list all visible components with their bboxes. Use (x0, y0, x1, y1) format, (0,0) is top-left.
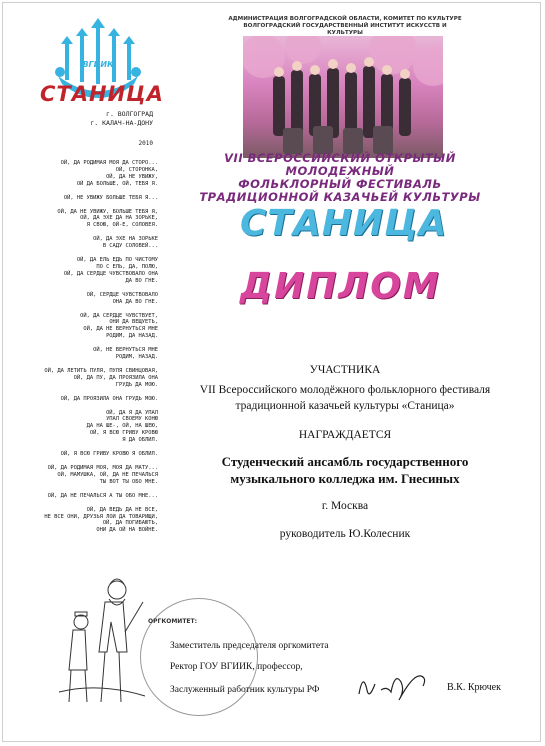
organizer-line: ВОЛГОГРАДСКИЙ ГОСУДАРСТВЕННЫЙ ИНСТИТУТ ИСКУССТВ И КУЛЬТУРЫ (243, 23, 447, 36)
lyrics-line: УПАЛ СВОЕМУ КОНЮ (106, 416, 158, 423)
official-stamp (140, 598, 258, 716)
lyrics-line: ОЙ, ДА РОДИМАЯ МОЯ ДА СТОРО... (60, 160, 158, 166)
leader-name: руководитель Ю.Колесник (279, 528, 411, 540)
lyrics-line: ОЙ, ДА ЭХЕ ДА НА ЗОРЬКЕ, (80, 215, 158, 222)
lyrics-line: ОЙ, Я ВСЮ ГРИВУ КРОВЮ (89, 430, 158, 437)
festival-title-line: VII ВСЕРОССИЙСКИЙ ОТКРЫТЫЙ МОЛОДЕЖНЫЙ (224, 151, 456, 178)
lyrics-stanza (18, 507, 158, 535)
lyrics-line: НЕ ВСЕ ОНИ, ДРУЗЬЯ ЛОИ ДА ТОВАРИЩИ, (44, 513, 158, 520)
organizer-header (225, 16, 465, 37)
handwritten-signature (355, 660, 435, 710)
signatory-title-line: Заслуженный работник культуры РФ (170, 685, 320, 695)
lyrics-line: ОЙ, ДА ПУ, ДА ПРОЯЗИЛА ОНА (73, 374, 158, 381)
lyrics-stanza (18, 292, 158, 306)
festival-full-name-line: VII Всероссийского молодёжного фольклорного фестиваля (199, 384, 491, 396)
lyrics-line: РОДИМ, НАЗАД. (115, 354, 158, 361)
lyrics-line: ОЙ, ДА НЕ ПЕЧАЛЬСЯ А ТЫ ОБО МНЕ... (47, 492, 158, 499)
lyrics-line: ДА НА ШЕ-, ОЙ, НА ШЕЮ, (86, 423, 158, 430)
lyrics-line: ОЙ, СЕРДЦЕ ЧУВСТВОВАЛО (86, 291, 158, 298)
festival-full-name-line: традиционной казачьей культуры «Станица» (235, 400, 455, 412)
organizer-line: АДМИНИСТРАЦИЯ ВОЛГОГРАДСКОЙ ОБЛАСТИ, КОМИТЕТ ПО КУЛЬТУРЕ (228, 16, 462, 22)
lyrics-stanza (18, 195, 158, 202)
lyrics-stanza (18, 313, 158, 341)
lyrics-line: ТЫ ВОТ ТЫ ОБО МНЕ. (99, 478, 158, 485)
lyrics-line: ДА ВО ГНЕ. (125, 277, 158, 284)
lyrics-line: ОНИ ДА ОЙ НА ВОЙНЕ. (96, 527, 158, 534)
signatory-title-line: Ректор ГОУ ВГИИК, профессор, (170, 662, 303, 672)
lyrics-stanza (18, 493, 158, 500)
ensemble-photo (243, 36, 443, 158)
recipient-line: музыкального колледжа им. Гнесиных (230, 471, 460, 486)
lyrics-stanza (18, 257, 158, 285)
lyrics-stanza (18, 465, 158, 486)
lyrics-line: ОЙ, МАМУШКА, ОЙ, ДА НЕ ПЕЧАЛЬСЯ (57, 471, 158, 478)
cossack-sketch (55, 572, 150, 712)
festival-title-line: ФОЛЬКЛОРНЫЙ ФЕСТИВАЛЬ (238, 177, 442, 191)
song-lyrics (18, 160, 158, 541)
lyrics-stanza (18, 209, 158, 230)
lyrics-line: Я ДА ОБЛИЛ. (122, 437, 158, 444)
lyrics-line: Я СВОЮ, ОЙ-Е, СОЛОВЕЯ. (86, 222, 158, 229)
lyrics-stanza (18, 236, 158, 250)
festival-name: СТАНИЦА (240, 203, 448, 244)
festival-title-line: ТРАДИЦИОННОЙ КАЗАЧЬЕЙ КУЛЬТУРЫ (199, 190, 481, 204)
lyrics-line: ПО С ЕЛЬ, ДА, ПОЛЮ, (96, 263, 158, 270)
logo-wordmark: ВГИИК (82, 60, 114, 69)
lyrics-line: ОЙ, СТОРОНКА, (115, 166, 158, 173)
ensemble-photo-image (243, 36, 443, 158)
lyrics-line: ОЙ, ДА ВЕДЬ ДА НЕ ВСЕ, (86, 506, 158, 513)
lyrics-line: ОЙ, ДА Я ДА УПАЛ (106, 409, 158, 416)
lyrics-stanza (18, 347, 158, 361)
year-label: 2010 (138, 140, 153, 147)
lyrics-line: ОЙ, ДА НЕ УВИЖУ, (106, 173, 158, 180)
lyrics-line: ОЙ, ДА ПРОЯЗИЛА ОНА ГРУДЬ МОЮ. (60, 395, 158, 402)
lyrics-line: ОЙ, НЕ УВИЖУ БОЛЬШЕ ТЕБЯ Я... (63, 194, 158, 201)
recipient-city: г. Москва (321, 500, 369, 512)
festival-title (195, 152, 485, 204)
lyrics-line: ОЙ, ДА ЕЛЬ ЕДЬ ПО ЧИСТОМУ (76, 257, 158, 264)
location-line: г. КАЛАЧ-НА-ДОНУ (90, 119, 153, 127)
lyrics-line: ОЙ, Я ВСЮ ГРИВУ КРОВЮ Я ОБЛИЛ. (60, 451, 158, 458)
document-title: ДИПЛОМ (240, 266, 441, 307)
lyrics-line: ОЙ, ДА ЛЕТИТЬ ПУЛЯ, ПУЛЯ СВИНЦОВАЯ, (44, 367, 158, 374)
lyrics-stanza (18, 396, 158, 403)
lyrics-stanza (18, 160, 158, 188)
lyrics-line: ОНИ ДА ВЕЩУЕТЬ, (109, 319, 158, 326)
lyrics-line: ОЙ, ДА СЕРДЦЕ ЧУВСТВУЕТ, (80, 312, 158, 319)
committee-label: ОРГКОМИТЕТ: (148, 618, 198, 625)
lyrics-line: ОЙ, ДА ПОГИБАЮТЬ, (102, 520, 158, 527)
lyrics-line: ГРУДЬ ДА МОЮ. (115, 381, 158, 388)
lyrics-line: ОЙ, ДА ЭХЕ НА ЗОРЬКЕ (93, 236, 158, 243)
lyrics-line: ОЙ, ДА РОДИМАЯ МОЯ, МОЯ ДА МАТУ... (47, 465, 158, 471)
lyrics-line: ОЙ, ДА НЕ УВИЖУ, БОЛЬШЕ ТЕБЯ Я, (57, 208, 158, 215)
lyrics-stanza (18, 451, 158, 458)
lyrics-stanza (18, 368, 158, 389)
lyrics-stanza (18, 410, 158, 445)
lyrics-line: ОЙ ДА БОЛЬШЕ, ОЙ, ТЕБЯ Я. (76, 180, 158, 187)
location-line: г. ВОЛГОГРАД (106, 110, 153, 118)
signatory-name: В.К. Крючек (447, 682, 501, 693)
recipient-line: Студенческий ансамбль государственного (221, 454, 469, 469)
awarded-label: НАГРАЖДАЕТСЯ (298, 429, 392, 441)
signatory-title-line: Заместитель председателя оргкомитета (170, 641, 329, 651)
lyrics-line: ОНА ДА ВО ГНЕ. (112, 298, 158, 305)
lyrics-line: ОЙ, НЕ ВЕРНУТЬСЯ МНЕ (93, 347, 158, 354)
logo-title: СТАНИЦА (40, 82, 164, 106)
lyrics-line: В САДУ СОЛОВЕЙ... (102, 243, 158, 250)
lyrics-line: РОДИМ, ДА НАЗАД. (106, 333, 158, 340)
lyrics-line: ОЙ, ДА СЕРДЦЕ ЧУВСТВОВАЛО ОНА (63, 270, 158, 277)
participant-label: УЧАСТНИКА (309, 364, 381, 376)
location-block (30, 110, 153, 128)
lyrics-line: ОЙ, ДА НЕ ВЕРНУТЬСЯ МНЕ (83, 326, 158, 333)
